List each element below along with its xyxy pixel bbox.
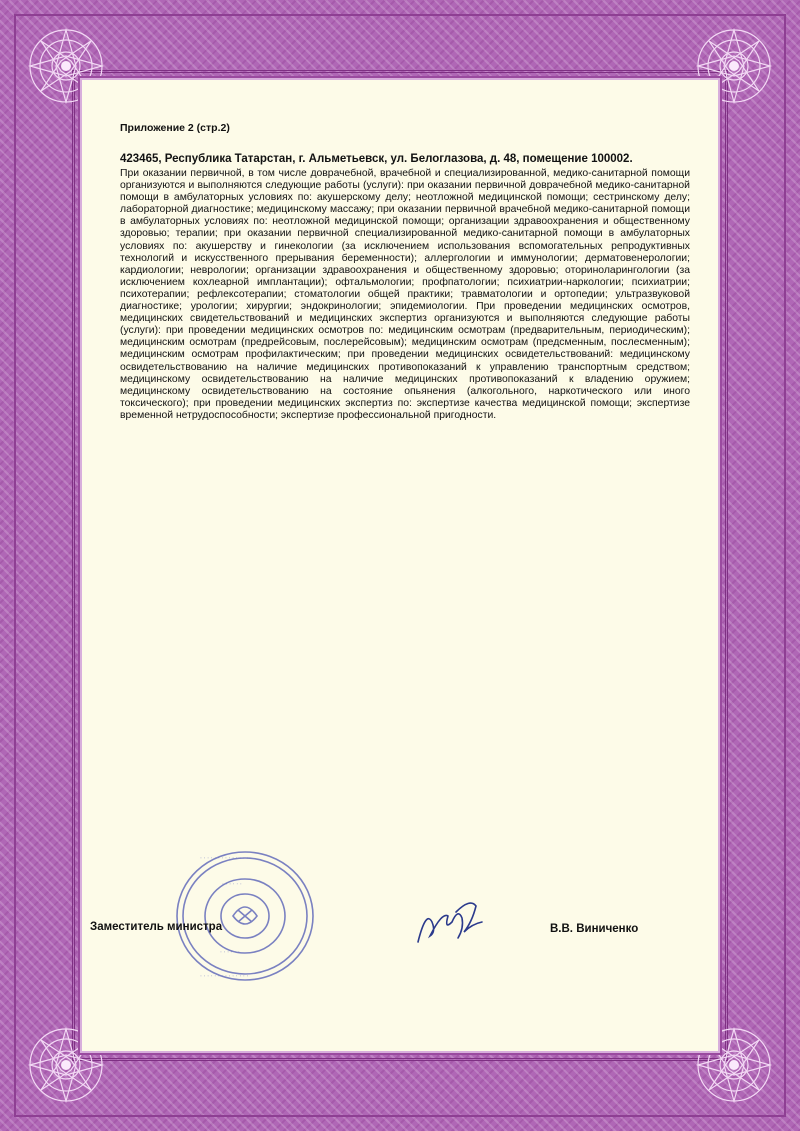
address-line: 423465, Республика Татарстан, г. Альметьевск, ул. Белоглазова, д. 48, помещение 100002. xyxy=(120,153,633,165)
svg-text:‧ ‧ ‧ ‧ ‧ ‧ ‧ ‧ ‧ ‧ ‧ ‧ ‧ ‧: ‧ ‧ ‧ ‧ ‧ ‧ ‧ ‧ ‧ ‧ ‧ ‧ ‧ ‧ xyxy=(200,974,249,980)
svg-text:‧ ‧ ‧ ‧ ‧ ‧: ‧ ‧ ‧ ‧ ‧ ‧ xyxy=(220,950,240,956)
services-text: При оказании первичной, в том числе доврачебной, врачебной и специализированной, медико-санитарной помощи организуются и выполняются следующие работы (услуги): при оказании первичной доврачебной медико-санитарной помощи в амбулаторных условиях по: акушерскому делу; неотложной медицинской помощи; сестринскому делу; лабораторной диагностике; медицинскому массажу; при оказании первичной врачебной медико-санитарной помощи в амбулаторных условиях по: неотложной медицинской помощи; организации здравоохранения и общественному здоровью; терапии; при оказании первичной специализированной медико-санитарной помощи в амбулаторных условиях по: акушерству и гинекологии (за исключением использования вспомогательных репродуктивных технологий и искусственного прерывания беременности); аллергологии и иммунологии; дерматовенерологии; кардиологии; неврологии; организации здравоохранения и общественному здоровью; оториноларингологии (за исключением кохлеарной имплантации); офтальмологии; профпатологии; психиатрии-наркологии; психиатрии; психотерапии; рефлексотерапии; стоматологии общей практики; травматологии и ортопедии; ультразвуковой диагностике; урологии; хирургии; эндокринологии; эпидемиологии. При проведении медицинских осмотров, медицинских свидетельствований и медицинских экспертиз организуются и выполняются следующие работы (услуги): при проведении медицинских осмотров по: медицинским осмотрам (предварительным, периодическим); медицинским осмотрам (предрейсовым, послерейсовым); медицинским осмотрам (предсменным, послесменным); медицинским осмотрам профилактическим; при проведении медицинских освидетельствований: медицинскому освидетельствованию на наличие медицинских противопоказаний к управлению транспортным средством; медицинскому освидетельствованию на наличие медицинских противопоказаний к владению оружием; медицинскому освидетельствованию на состояние опьянения (алкогольного, наркотического или иного токсического); при проведении медицинских экспертиз по: экспертизе качества медицинской помощи; экспертизе временной нетрудоспособности; экспертизе профессиональной пригодности. xyxy=(120,168,690,421)
signer-name: В.В. Виниченко xyxy=(550,923,639,935)
signer-title: Заместитель министра xyxy=(90,921,223,933)
appendix-label: Приложение 2 (стр.2) xyxy=(120,122,230,134)
official-seal-stamp xyxy=(170,846,320,986)
svg-text:‧ ‧ ‧ ‧ ‧ ‧ ‧ ‧ ‧ ‧ ‧ ‧ ‧ ‧: ‧ ‧ ‧ ‧ ‧ ‧ ‧ ‧ ‧ ‧ ‧ ‧ ‧ ‧ xyxy=(200,856,249,862)
handwritten-signature xyxy=(412,892,492,952)
svg-text:‧ ‧ ‧ ‧ ‧ ‧: ‧ ‧ ‧ ‧ ‧ ‧ xyxy=(222,882,242,888)
document-paper xyxy=(82,80,718,1051)
